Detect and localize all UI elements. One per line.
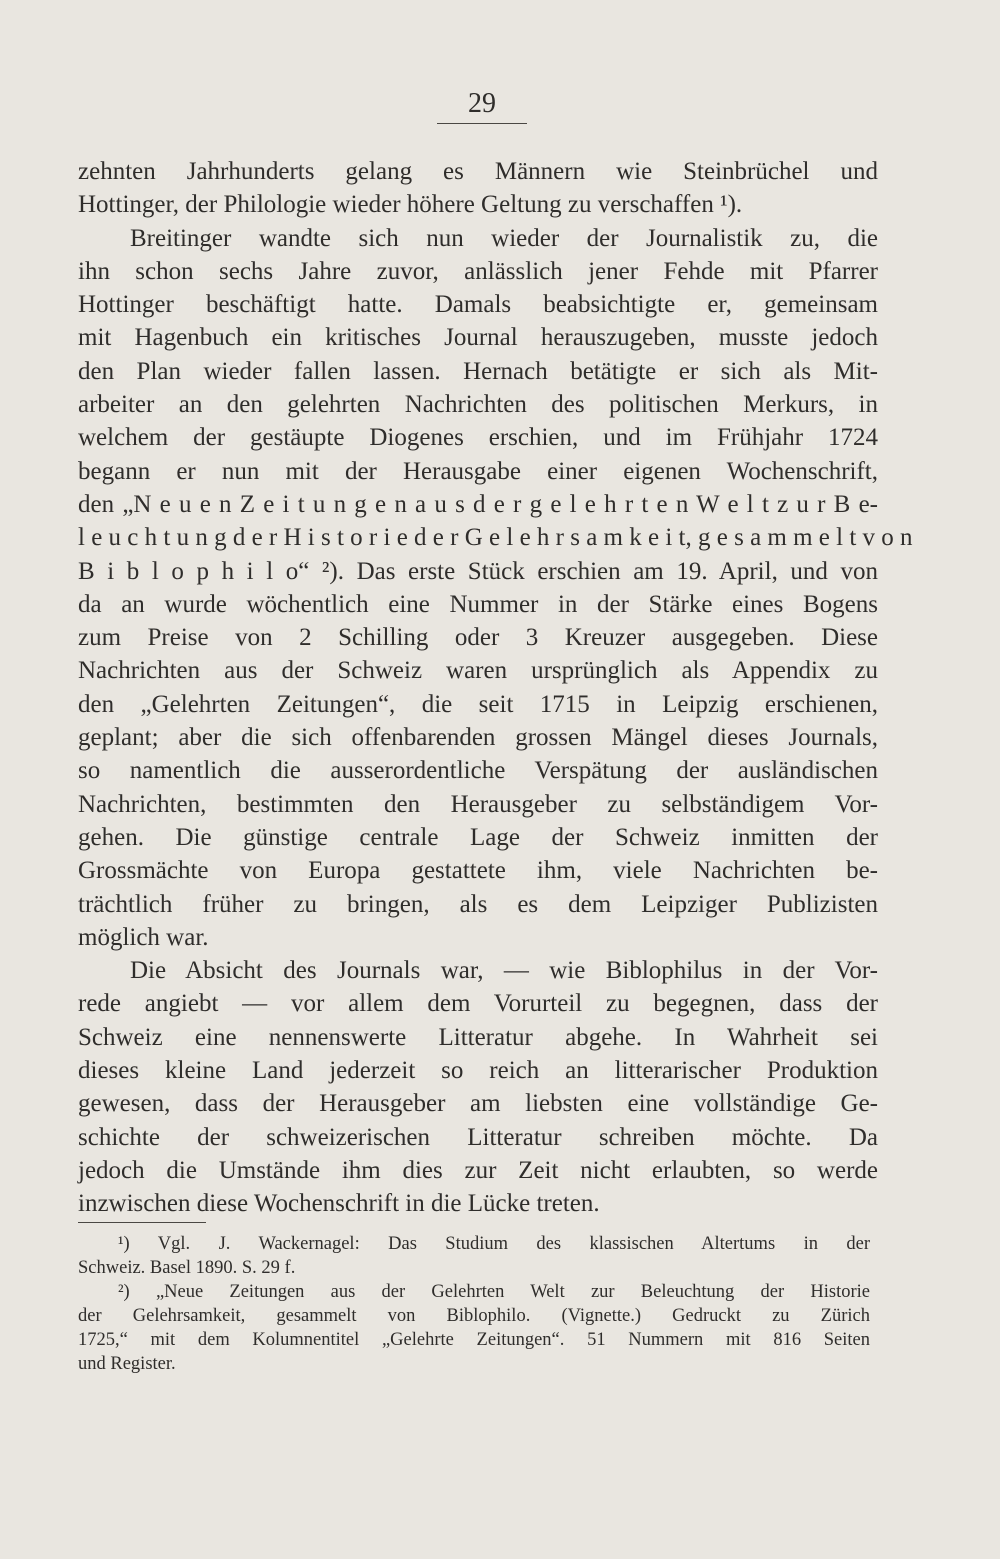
text-line: Die Absicht des Journals war, — wie Biblophilus in der Vor- (130, 957, 878, 985)
text-line: den Plan wieder fallen lassen. Hernach betätigte er sich als Mit- (78, 357, 878, 385)
text-line: Breitinger wandte sich nun wieder der Journalistik zu, die (130, 224, 878, 252)
page-number-rule (437, 123, 527, 124)
footnote-line: ²) „Neue Zeitungen aus der Gelehrten Welt zur Beleuchtung der Historie (118, 1282, 870, 1302)
main-text (78, 155, 913, 1221)
text-line: schichte der schweizerischen Litteratur schreiben möchte. Da (78, 1123, 878, 1151)
text-line: welchem der gestäupte Diogenes erschien, und im Frühjahr 1724 (78, 424, 878, 452)
text-line: zehnten Jahrhunderts gelang es Männern wie Steinbrüchel und (78, 158, 878, 185)
text-line: mit Hagenbuch ein kritisches Journal herauszugeben, musste jedoch (78, 324, 878, 352)
text-line: dieses kleine Land jederzeit so reich an litterarischer Produktion (78, 1057, 878, 1085)
text-line: jedoch die Umstände ihm dies zur Zeit nicht erlaubten, so werde (78, 1156, 878, 1184)
text-line: ihn schon sechs Jahre zuvor, anlässlich jener Fehde mit Pfarrer (78, 257, 878, 285)
text-line: Grossmächte von Europa gestattete ihm, viele Nachrichten be- (78, 857, 878, 885)
footnotes (78, 1232, 870, 1376)
footnote-line: 1725,“ mit dem Kolumnentitel „Gelehrte Zeitungen“. 51 Nummern mit 816 Seiten (78, 1330, 870, 1350)
text-line: Hottinger beschäftigt hatte. Damals beabsichtigte er, gemeinsam (78, 291, 878, 319)
text-line: gehen. Die günstige centrale Lage der Schweiz inmitten der (78, 823, 878, 851)
text-line: trächtlich früher zu bringen, als es dem Leipziger Publizisten (78, 890, 878, 918)
text-line: Schweiz eine nennenswerte Litteratur abgehe. In Wahrheit sei (78, 1023, 878, 1051)
footnote-line: der Gelehrsamkeit, gesammelt von Biblophilo. (Vignette.) Gedruckt zu Zürich (78, 1306, 870, 1326)
text-line: zum Preise von 2 Schilling oder 3 Kreuzer ausgegeben. Diese (78, 624, 878, 652)
text-line: arbeiter an den gelehrten Nachrichten des politischen Merkurs, in (78, 391, 878, 419)
footnote-rule (78, 1222, 206, 1223)
page-number: 29 (468, 88, 496, 119)
text-line: rede angiebt — vor allem dem Vorurteil zu begegnen, dass der (78, 990, 878, 1018)
text-line: möglich war. (78, 923, 209, 951)
text-line: geplant; aber die sich offenbarenden grossen Mängel dieses Journals, (78, 724, 878, 752)
footnote-line: ¹) Vgl. J. Wackernagel: Das Studium des klassischen Altertums in der (118, 1234, 870, 1254)
text-line: so namentlich die ausserordentliche Verspätung der ausländischen (78, 757, 878, 785)
text-line: Nachrichten, bestimmten den Herausgeber zu selbständigem Vor- (78, 790, 878, 818)
text-line: Hottinger, der Philologie wieder höhere Geltung zu verschaffen ¹). (78, 191, 743, 219)
text-line: den „N e u e n Z e i t u n g e n a u s d e r g e l e h r t e n W e l t z u r B e- (78, 490, 878, 518)
text-line: l e u c h t u n g d e r H i s t o r i e d e r G e l e h r s a m k e i t, g e s a m m e l t v o n (78, 524, 913, 552)
text-line: da an wurde wöchentlich eine Nummer in der Stärke eines Bogens (78, 590, 878, 618)
text-line: Nachrichten aus der Schweiz waren ursprünglich als Appendix zu (78, 657, 878, 685)
text-line: den „Gelehrten Zeitungen“, die seit 1715 in Leipzig erschienen, (78, 690, 878, 718)
text-line: begann er nun mit der Herausgabe einer eigenen Wochenschrift, (78, 457, 878, 485)
footnote-line: Schweiz. Basel 1890. S. 29 f. (78, 1258, 296, 1278)
text-line: inzwischen diese Wochenschrift in die Lücke treten. (78, 1190, 600, 1218)
footnote-line: und Register. (78, 1354, 176, 1374)
text-line: gewesen, dass der Herausgeber am liebsten eine vollständige Ge- (78, 1090, 878, 1118)
text-line: B i b l o p h i l o“ ²). Das erste Stück erschien am 19. April, und von (78, 557, 878, 585)
